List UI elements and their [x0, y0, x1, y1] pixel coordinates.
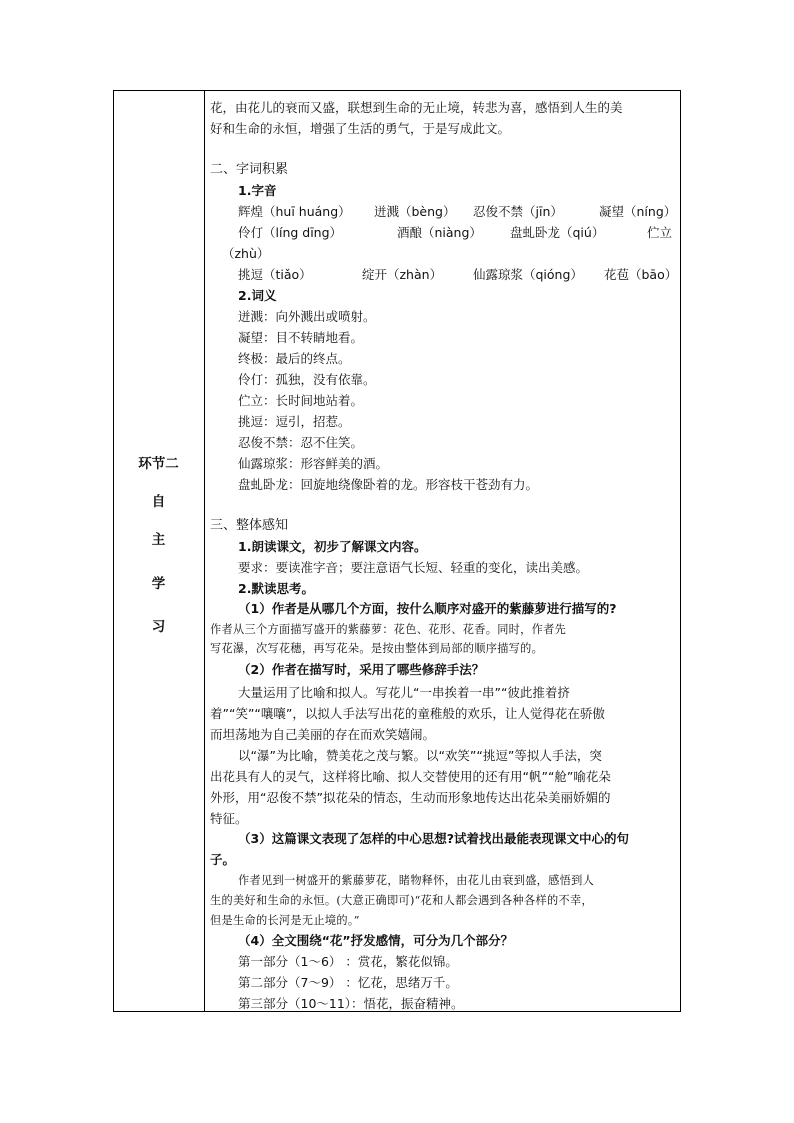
question-3: 子。: [210, 852, 236, 867]
answer-2-line: 着”“笑”“嚷嚷”，以拟人手法写出花的童稚般的欢乐，让人觉得花在骄傲: [210, 706, 605, 721]
stage-char-2: 主: [151, 532, 166, 548]
pinyin-item: 盘虬卧龙（qiú）: [510, 225, 605, 240]
stage-column: [113, 90, 204, 1012]
intro-line: 花，由花儿的衰而又盛，联想到生命的无止境，转悲为喜，感悟到人生的美: [210, 100, 623, 115]
answer-2-line: 大量运用了比喻和拟人。写花儿“一串挨着一串”“彼此推着挤: [238, 685, 570, 700]
subheading-read-aloud: 1.朗读课文，初步了解课文内容。: [238, 539, 427, 554]
answer-3-line: 生的美好和生命的永恒。(大意正确即可)“花和人都会遇到各种各样的不幸，: [210, 894, 593, 907]
meaning-item: 仙露琼浆：形容鲜美的酒。: [238, 456, 389, 471]
pinyin-item: 酒酿（niàng）: [397, 225, 482, 240]
part-item: 第二部分（7～9） ：忆花，思绪万千。: [238, 975, 458, 990]
pinyin-item: 伶仃（líng dīng）: [238, 225, 343, 240]
pinyin-item: 忍俊不禁（jīn）: [473, 204, 563, 219]
meaning-item: 盘虬卧龙：回旋地绕像卧着的龙。形容枝干苍劲有力。: [238, 477, 539, 492]
answer-2-line: 而坦荡地为自己美丽的存在而欢笑嬉闹。: [210, 727, 436, 742]
meaning-item: 伶仃：孤独，没有依靠。: [238, 372, 376, 387]
section-heading-vocab: 二、字词积累: [210, 162, 289, 177]
meaning-item: 终极：最后的终点。: [238, 351, 351, 366]
meaning-item: 迸溅：向外溅出或喷射。: [238, 309, 376, 324]
question-4: （4）全文围绕“花”抒发感情，可分为几个部分？: [238, 933, 514, 948]
meaning-item: 挑逗：逗引，招惹。: [238, 414, 351, 429]
subheading-meaning: 2.词义: [238, 288, 277, 303]
pinyin-item: 伫立: [647, 225, 673, 240]
subheading-pronunciation: 1.字音: [238, 183, 277, 198]
meaning-item: 伫立：长时间地站着。: [238, 393, 364, 408]
question-2: （2）作者在描写时，采用了哪些修辞手法？: [238, 662, 485, 677]
answer-2-line: 出花具有人的灵气，这样将比喻、拟人交替使用的还有用“帆”“舱”喻花朵: [210, 769, 611, 784]
part-item: 第一部分（1～6） ：赏花，繁花似锦。: [238, 954, 458, 969]
column-divider: [204, 90, 205, 1012]
answer-1-line: 写花瀑，次写花穗，再写花朵。是按由整体到局部的顺序描写的。: [210, 642, 544, 655]
answer-2-line: 外形，用“忍俊不禁”拟花朵的情态，生动而形象地传达出花朵美丽娇媚的: [210, 790, 611, 805]
answer-2-line: 特征。: [210, 811, 248, 826]
question-3: （3）这篇课文表现了怎样的中心思想?试着找出最能表现课文中心的句: [238, 831, 629, 846]
pinyin-item: 花苞（bāo）: [604, 267, 678, 282]
answer-2-line: 以“瀑”为比喻，赞美花之茂与繁。以“欢笑”“挑逗”等拟人手法，突: [238, 748, 602, 763]
pinyin-item: （zhù）: [222, 246, 270, 261]
stage-char-3: 学: [151, 576, 166, 592]
answer-3-line: 作者见到一树盛开的紫藤萝花，睹物释怀，由花儿由衰到盛，感悟到人: [238, 874, 595, 887]
stage-label: 环节二: [138, 456, 179, 472]
pinyin-item: 辉煌（huī huáng）: [238, 204, 351, 219]
question-1: （1）作者是从哪几个方面，按什么顺序对盛开的紫藤萝进行描写的?: [238, 601, 617, 616]
part-item: 第三部分（10～11）：悟花，振奋精神。: [238, 996, 464, 1011]
answer-3-line: 但是生命的长河是无止境的。”: [210, 914, 360, 927]
answer-1-line: 作者从三个方面描写盛开的紫藤萝：花色、花形、花香。同时，作者先: [210, 623, 567, 636]
stage-char-4: 习: [151, 619, 166, 635]
pinyin-item: 挑逗（tiǎo）: [238, 267, 312, 282]
subheading-silent-read: 2.默读思考。: [238, 581, 314, 596]
pinyin-item: 迸溅（bèng）: [374, 204, 456, 219]
section-heading-overview: 三、整体感知: [210, 518, 289, 533]
stage-char-1: 自: [151, 494, 166, 510]
requirement-text: 要求：要读准字音；要注意语气长短、轻重的变化，读出美感。: [238, 560, 589, 575]
pinyin-item: 凝望（níng）: [599, 204, 677, 219]
intro-line: 好和生命的永恒，增强了生活的勇气，于是写成此文。: [210, 121, 511, 136]
pinyin-item: 仙露琼浆（qióng）: [473, 267, 583, 282]
pinyin-item: 绽开（zhàn）: [362, 267, 443, 282]
meaning-item: 凝望：目不转睛地看。: [238, 330, 364, 345]
meaning-item: 忍俊不禁：忍不住笑。: [238, 435, 364, 450]
